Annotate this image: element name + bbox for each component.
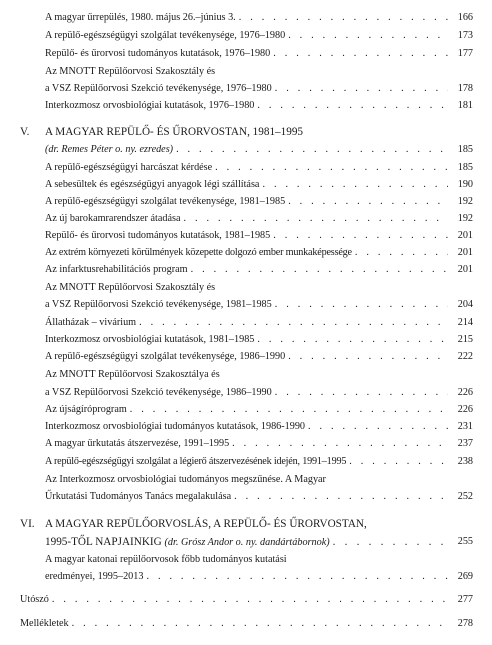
toc-dot-leader <box>130 402 448 418</box>
toc-dot-leader <box>191 262 448 278</box>
toc-entry-title: Az új barokamrarendszer átadása <box>45 213 181 224</box>
toc-entry-page: 255 <box>457 536 473 547</box>
toc-dot-leader <box>183 211 448 227</box>
toc-entry <box>45 98 473 114</box>
toc-entry-page: 231 <box>457 421 473 432</box>
toc-dot-leader <box>176 142 448 158</box>
toc-entry-page: 201 <box>457 264 473 275</box>
toc-entry <box>45 297 473 313</box>
toc-entry-page: 177 <box>457 48 473 59</box>
toc-entry <box>45 489 473 505</box>
toc-dot-leader <box>288 349 448 365</box>
toc-entry-page: 226 <box>457 387 473 398</box>
toc-dot-leader <box>333 534 448 550</box>
section-author-entry <box>45 142 473 158</box>
toc-entry-title: Interkozmosz orvosbiológiai kutatások, 1981–1985 <box>45 334 255 345</box>
toc-entry-page: 185 <box>457 144 473 155</box>
toc-entry <box>45 177 473 193</box>
toc-entry-title: Utószó <box>20 594 49 605</box>
toc-dot-leader <box>349 454 448 470</box>
section-number: V. <box>20 126 30 138</box>
toc-dot-leader <box>355 245 448 261</box>
toc-entry <box>45 402 473 418</box>
toc-dot-leader <box>257 332 448 348</box>
toc-entry-title: Repülő- és űrorvosi tudományos kutatások, 1976–1980 <box>45 48 271 59</box>
toc-dot-leader <box>262 177 448 193</box>
toc-entry-title: A magyar űrkutatás átszervezése, 1991–1995 <box>45 438 230 449</box>
toc-dot-leader <box>239 10 448 26</box>
toc-entry-title: A repülő-egészségügyi szolgálat a légierő átszervezésének idején, 1991–1995 <box>45 456 347 467</box>
section-title-text: 1995-TŐL NAPJAINKIG <box>45 536 162 548</box>
toc-entry <box>45 46 473 62</box>
toc-dot-leader <box>234 489 448 505</box>
section-author: (dr. Remes Péter o. ny. ezredes) <box>45 144 174 155</box>
toc-dot-leader <box>308 419 448 435</box>
toc-entry-page: 201 <box>457 247 473 258</box>
section-title: A MAGYAR REPÜLŐ- ÉS ŰRORVOSTAN, 1981–1995 <box>45 126 304 138</box>
toc-entry-title: A repülő-egészségügyi szolgálat tevékenysége, 1976–1980 <box>45 30 286 41</box>
toc-entry <box>45 385 473 401</box>
toc-entry <box>45 315 473 331</box>
toc-dot-leader <box>288 28 448 44</box>
toc-entry-line1: Az MNOTT Repülőorvosi Szakosztály és <box>45 282 216 293</box>
toc-entry <box>45 10 473 26</box>
section-title-line2 <box>45 534 330 550</box>
section-title: A MAGYAR REPÜLŐORVOSLÁS, A REPÜLŐ- ÉS ŰRORVOSTAN, <box>45 518 367 530</box>
toc-entry-title: Az extrém környezeti körülmények közepette dolgozó ember munkaképessége <box>45 247 352 258</box>
toc-entry-page: 214 <box>457 317 473 328</box>
toc-entry-page: 269 <box>457 571 473 582</box>
toc-entry <box>45 245 473 261</box>
toc-entry <box>45 160 473 176</box>
section-number: VI. <box>20 518 35 530</box>
toc-dot-leader <box>232 436 448 452</box>
toc-entry-page: 237 <box>457 438 473 449</box>
toc-entry-title: a VSZ Repülőorvosi Szekció tevékenysége, 1986–1990 <box>45 387 272 398</box>
toc-entry-page: 252 <box>457 491 473 502</box>
toc-entry-page: 277 <box>457 594 473 605</box>
toc-entry-page: 278 <box>457 618 473 629</box>
toc-entry-page: 190 <box>457 179 473 190</box>
toc-entry <box>45 569 473 585</box>
toc-entry <box>45 332 473 348</box>
toc-entry-title: Repülő- és űrorvosi tudományos kutatások, 1981–1985 <box>45 230 271 241</box>
section-vi-heading <box>0 516 473 532</box>
section-author: (dr. Grósz Andor o. ny. dandártábornok) <box>164 537 330 548</box>
toc-entry-title: a VSZ Repülőorvosi Szekció tevékenysége, 1981–1985 <box>45 299 272 310</box>
toc-entry-page: 192 <box>457 213 473 224</box>
toc-dot-leader <box>146 569 448 585</box>
toc-entry-title: Az infarktusrehabilitációs program <box>45 264 188 275</box>
toc-entry-page: 238 <box>457 456 473 467</box>
section-vi-title-entry <box>45 534 473 550</box>
toc-dot-leader <box>52 592 448 608</box>
toc-entry <box>45 28 473 44</box>
toc-entry-line1: Az Interkozmosz orvosbiológiai tudományos megszűnése. A Magyar <box>45 474 326 485</box>
toc-entry <box>45 262 473 278</box>
toc-entry-page: 178 <box>457 83 473 94</box>
toc-entry-title: Űrkutatási Tudományos Tanács megalakulása <box>45 491 232 502</box>
toc-entry-line1: Az MNOTT Repülőorvosi Szakosztálya és <box>45 369 220 380</box>
toc-entry <box>45 436 473 452</box>
toc-dot-leader <box>275 385 448 401</box>
toc-entry <box>45 419 473 435</box>
toc-entry-title: Állatházak – vivárium <box>45 317 137 328</box>
toc-dot-leader <box>215 160 448 176</box>
toc-entry-title: A sebesültek és egészségügyi anyagok légi szállítása <box>45 179 260 190</box>
toc-entry <box>45 194 473 210</box>
toc-entry-line1: A magyar katonai repülőorvosok főbb tudományos kutatási <box>45 554 287 565</box>
toc-entry-title: A repülő-egészségügyi szolgálat tevékenysége, 1981–1985 <box>45 196 286 207</box>
toc-entry-page: 185 <box>457 162 473 173</box>
toc-entry-title: A repülő-egészségügyi szolgálat tevékenysége, 1986–1990 <box>45 351 286 362</box>
section-v-heading <box>0 124 473 140</box>
toc-entry <box>45 349 473 365</box>
toc-entry-title: A magyar űrrepülés, 1980. május 26.–június 3. <box>45 12 236 23</box>
toc-entry-title: Az újságíróprogram <box>45 404 127 415</box>
toc-entry <box>45 211 473 227</box>
toc-entry-page: 181 <box>457 100 473 111</box>
toc-entry-page: 173 <box>457 30 473 41</box>
toc-entry <box>45 228 473 244</box>
toc-entry-page: 215 <box>457 334 473 345</box>
toc-dot-leader <box>273 228 448 244</box>
toc-dot-leader <box>273 46 448 62</box>
toc-entry-page: 226 <box>457 404 473 415</box>
toc-entry <box>45 454 473 470</box>
toc-entry-page: 201 <box>457 230 473 241</box>
toc-entry-line1: Az MNOTT Repülőorvosi Szakosztály és <box>45 66 216 77</box>
toc-dot-leader <box>288 194 448 210</box>
toc-dot-leader <box>139 315 448 331</box>
toc-entry-page: 166 <box>457 12 473 23</box>
toc-dot-leader <box>72 616 448 632</box>
toc-entry-page: 192 <box>457 196 473 207</box>
toc-entry-title: Interkozmosz orvosbiológiai tudományos kutatások, 1986-1990 <box>45 421 306 432</box>
toc-entry-mellekletek <box>20 616 473 632</box>
toc-dot-leader <box>275 297 448 313</box>
toc-entry-title: A repülő-egészségügyi harcászat kérdése <box>45 162 213 173</box>
toc-entry-utoszo <box>20 592 473 608</box>
toc-dot-leader <box>275 81 448 97</box>
toc-entry-title: Mellékletek <box>20 618 69 629</box>
toc-entry-page: 222 <box>457 351 473 362</box>
toc-entry-title: eredményei, 1995–2013 <box>45 571 144 582</box>
toc-entry <box>45 81 473 97</box>
toc-entry-title: Interkozmosz orvosbiológiai kutatások, 1976–1980 <box>45 100 255 111</box>
toc-entry-title: a VSZ Repülőorvosi Szekció tevékenysége, 1976–1980 <box>45 83 272 94</box>
toc-entry-page: 204 <box>457 299 473 310</box>
toc-dot-leader <box>257 98 448 114</box>
